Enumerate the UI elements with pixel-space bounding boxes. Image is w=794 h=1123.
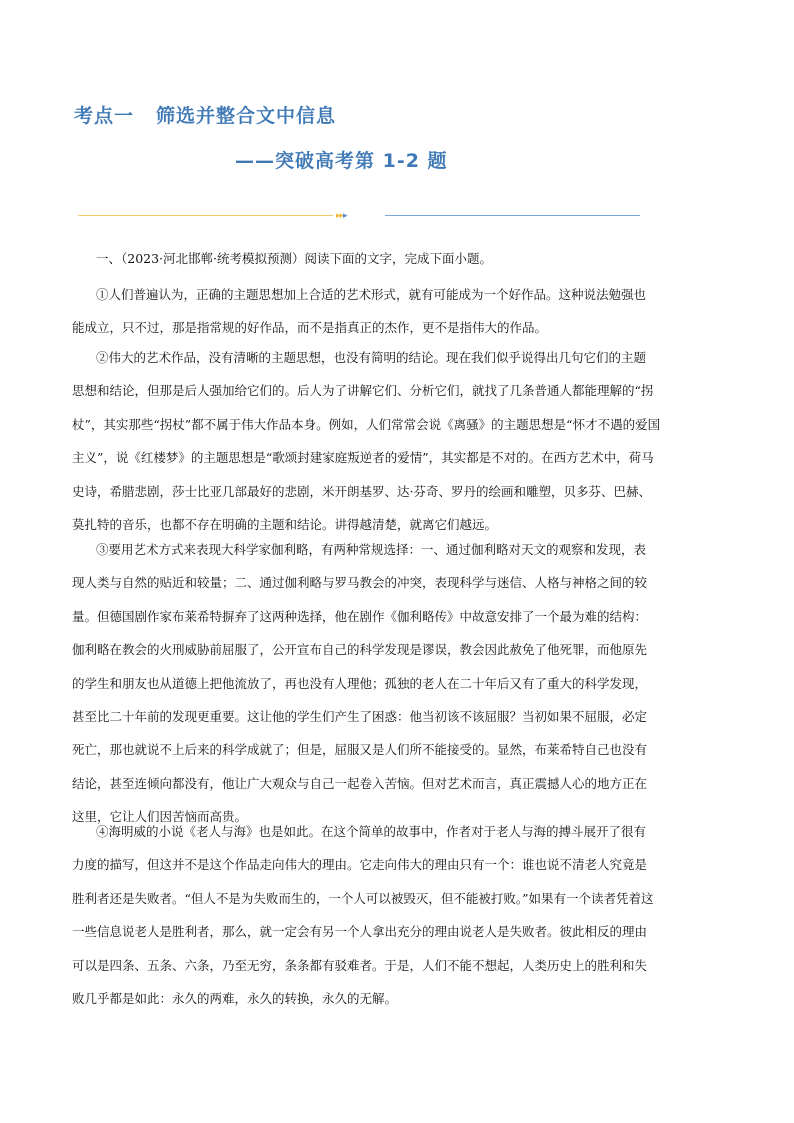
decorative-divider	[78, 209, 640, 223]
divider-line-left	[78, 215, 333, 216]
arrow-icon: ▸▸▸	[336, 211, 347, 221]
paragraph-line: 主义”，说《红楼梦》的主题思想是“歌颂封建家庭叛逆者的爱情”，其实都是不对的。在西方艺术中，荷马	[72, 450, 654, 466]
paragraph-line: 的学生和朋友也从道德上把他流放了，再也没有人理他；孤独的老人在二十年后又有了重大的科学发现，	[72, 675, 648, 691]
paragraph-line: ④海明威的小说《老人与海》也是如此。在这个简单的故事中，作者对于老人与海的搏斗展开了很有	[96, 824, 647, 839]
paragraph-line: 伽利略在教会的火刑威胁前屈服了，公开宣布自己的科学发现是谬误，教会因此赦免了他死罪，而他原先	[72, 642, 648, 658]
section-title	[74, 101, 336, 128]
paragraph-line: 死亡，那也就说不上后来的科学成就了；但是，屈服又是人们所不能接受的。显然，布莱希特自己也没有	[72, 742, 648, 758]
paragraph-2	[72, 341, 734, 541]
paragraph-line: 这里，它让人们因苦恼而高贵。	[72, 809, 248, 825]
paragraph-line: ③要用艺术方式来表现大科学家伽利略，有两种常规选择：一、通过伽利略对天文的观察和发现，表	[96, 542, 647, 557]
paragraph-1	[72, 278, 734, 345]
paragraph-line: 史诗，希腊悲剧，莎士比亚几部最好的悲剧，米开朗基罗、达·芬奇、罗丹的绘画和雕塑，贝多芬、巴赫、	[72, 483, 651, 499]
paragraph-line: 甚至比二十年前的发现更重要。这让他的学生们产生了困惑：他当初该不该屈服？当初如果不屈服，必定	[72, 708, 648, 724]
paragraph-line: 思想和结论，但那是后人强加给它们的。后人为了讲解它们、分析它们，就找了几条普通人都能理解的“拐	[72, 383, 654, 399]
paragraph-line: ②伟大的艺术作品，没有清晰的主题思想，也没有简明的结论。现在我们似乎说得出几句它们的主题	[96, 350, 647, 365]
paragraph-3	[72, 533, 734, 834]
question-intro: 一、（2023·河北邯郸·统考模拟预测）阅读下面的文字，完成下面小题。	[96, 251, 493, 266]
paragraph-line: 胜利者还是失败者。“但人不是为失败而生的，一个人可以被毁灭，但不能被打败。”如果有一个读者凭着这	[72, 890, 654, 906]
paragraph-line: 能成立，只不过，那是指常规的好作品，而不是指真正的杰作，更不是指伟大的作品。	[72, 320, 548, 336]
section-subtitle: ——突破高考第 1-2 题	[235, 150, 448, 172]
paragraph-line: 力度的描写，但这并不是这个作品走向伟大的理由。它走向伟大的理由只有一个：谁也说不清老人究竟是	[72, 857, 648, 873]
section-number: 考点一	[74, 105, 135, 127]
paragraph-line: 败几乎都是如此：永久的两难，永久的转换，永久的无解。	[72, 990, 398, 1006]
paragraph-line: 量。但德国剧作家布莱希特摒弃了这两种选择，他在剧作《伽利略传》中故意安排了一个最为难的结构：	[72, 608, 648, 624]
divider-line-right	[385, 215, 640, 216]
paragraph-line: 可以是四条、五条、六条，乃至无穷，条条都有驳难者。于是，人们不能不想起，人类历史上的胜利和失	[72, 957, 648, 973]
paragraph-line: ①人们普遍认为，正确的主题思想加上合适的艺术形式，就有可能成为一个好作品。这种说法勉强也	[96, 287, 647, 302]
paragraph-line: 现人类与自然的贴近和较量；二、通过伽利略与罗马教会的冲突，表现科学与迷信、人格与神格之间的较	[72, 575, 648, 591]
paragraph-line: 结论，甚至连倾向都没有，他让广大观众与自己一起卷入苦恼。但对艺术而言，真正震撼人心的地方正在	[72, 775, 648, 791]
paragraph-line: 莫扎特的音乐，也都不存在明确的主题和结论。讲得越清楚，就离它们越远。	[72, 516, 498, 532]
section-topic: 筛选并整合文中信息	[156, 105, 337, 127]
paragraph-line: 一些信息说老人是胜利者，那么，就一定会有另一个人拿出充分的理由说老人是失败者。彼此相反的理由	[72, 924, 648, 940]
paragraph-4	[72, 815, 734, 1015]
paragraph-line: 杖”，其实那些“拐杖”都不属于伟大作品本身。例如，人们常常会说《离骚》的主题思想是“怀才不遇的爱国	[72, 416, 661, 432]
